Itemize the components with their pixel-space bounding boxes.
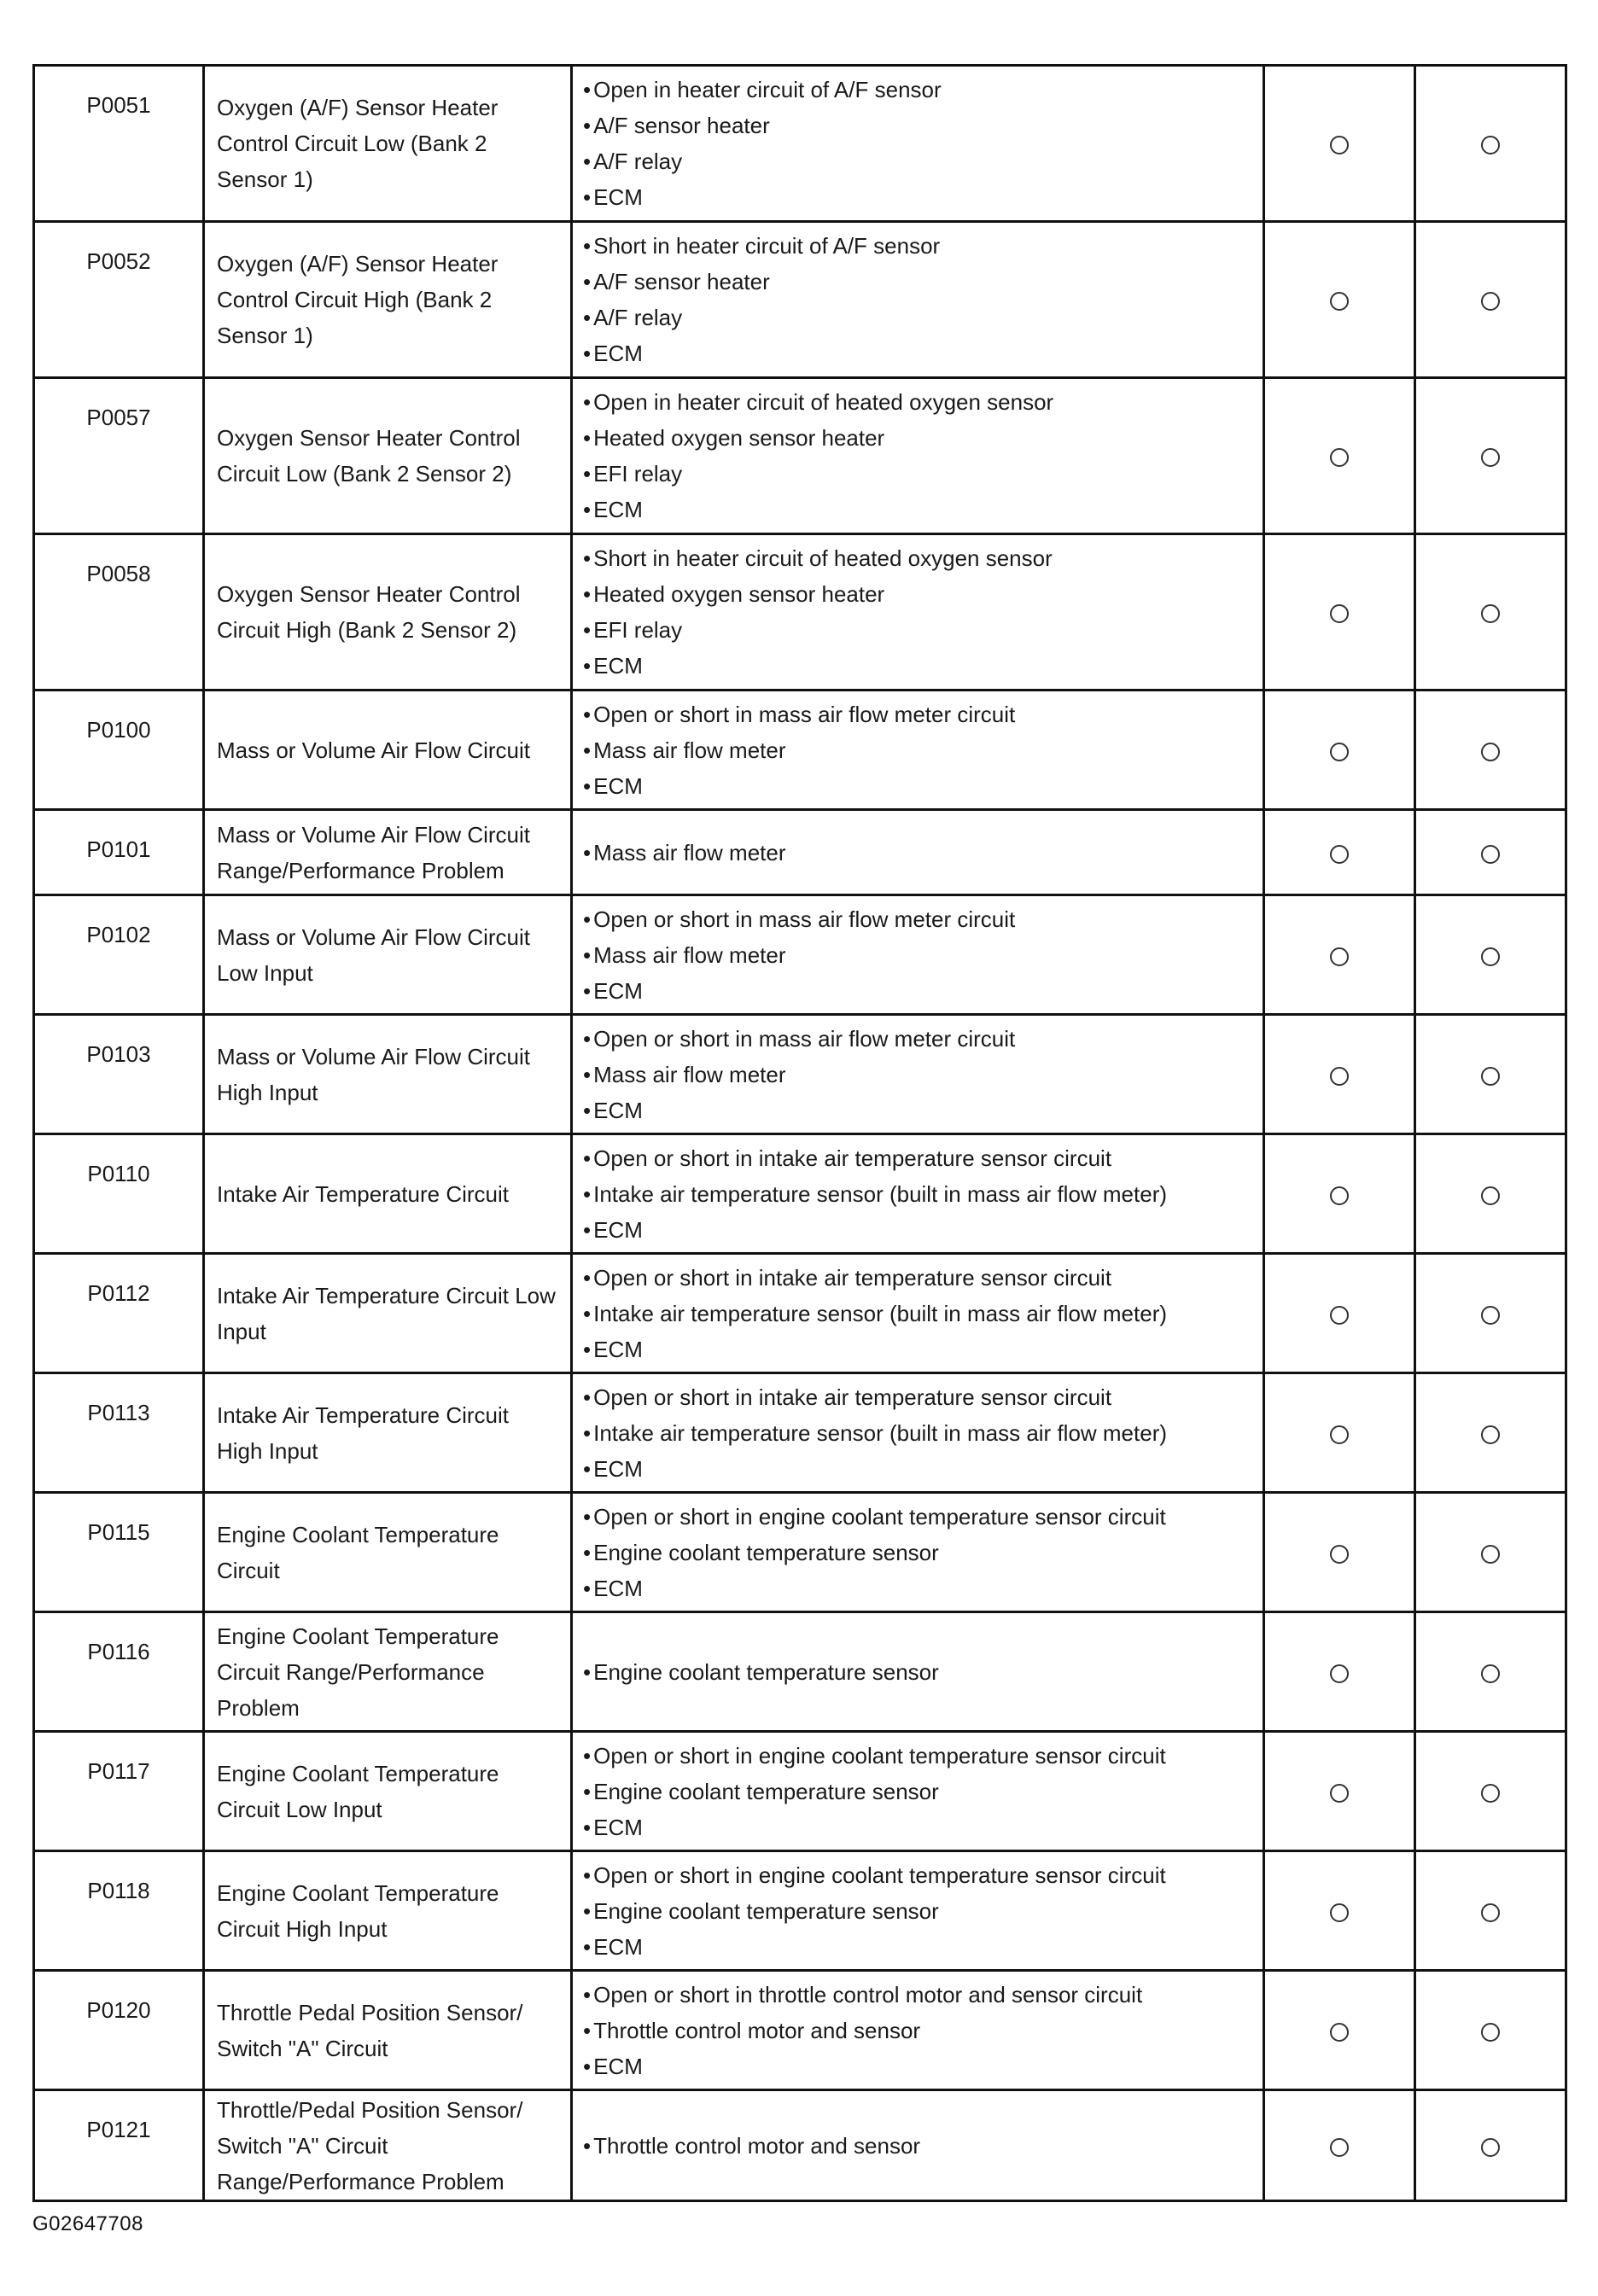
memory-cell [1415,1015,1566,1134]
mil-circle-icon [1330,292,1349,311]
table-row [34,1134,1566,1254]
cause-item: • Open in heater circuit of A/F sensor [583,72,1256,108]
table-row [34,1373,1566,1493]
cause-item: • Open or short in mass air flow meter circuit [583,1021,1256,1057]
cause-list [583,1140,1256,1248]
mil-cell [1264,1254,1415,1373]
cause-item: • ECM [583,973,1256,1009]
mil-circle-icon [1330,1067,1349,1086]
cause-item: • ECM [583,1332,1256,1367]
table-row [34,1493,1566,1612]
mil-cell [1264,895,1415,1015]
cause-item: • Short in heater circuit of heated oxygen sensor [583,540,1256,576]
mil-circle-icon [1330,947,1349,966]
memory-cell [1415,534,1566,691]
cause-item: • Throttle control motor and sensor [583,2013,1256,2048]
cause-list [583,901,1256,1009]
table-row [34,691,1566,810]
mil-circle-icon [1330,1186,1349,1205]
memory-cell [1415,1971,1566,2090]
trouble-area-cell [572,1971,1264,2090]
cause-list [583,228,1256,371]
detection-item-cell: Oxygen Sensor Heater Control Circuit Low (Bank 2 Sensor 2) [204,378,572,534]
dtc-code-cell: P0117 [34,1732,204,1851]
memory-circle-icon [1481,845,1500,864]
cause-item: • A/F relay [583,300,1256,335]
cause-item: • Throttle control motor and sensor [583,2128,1256,2164]
memory-circle-icon [1481,1903,1500,1922]
trouble-area-cell [572,2090,1264,2201]
mil-cell [1264,1493,1415,1612]
mil-cell [1264,1732,1415,1851]
detection-item-cell: Throttle/Pedal Position Sensor/ Switch "A" Circuit Range/Performance Problem [204,2090,572,2201]
cause-list [583,835,1256,871]
cause-item: • ECM [583,1570,1256,1606]
cause-list [583,1738,1256,1845]
dtc-code-cell: P0113 [34,1373,204,1493]
dtc-code-cell: P0116 [34,1612,204,1732]
cause-item: • Heated oxygen sensor heater [583,576,1256,612]
cause-list [583,72,1256,215]
mil-circle-icon [1330,2023,1349,2042]
table-row [34,1971,1566,2090]
trouble-area-cell [572,1373,1264,1493]
table-row [34,2090,1566,2201]
detection-item-cell: Engine Coolant Temperature Circuit High Input [204,1851,572,1971]
detection-item-cell: Engine Coolant Temperature Circuit Range/Performance Problem [204,1612,572,1732]
cause-item: • ECM [583,648,1256,684]
trouble-area-cell [572,222,1264,378]
memory-circle-icon [1481,448,1500,467]
mil-circle-icon [1330,448,1349,467]
mil-circle-icon [1330,604,1349,623]
cause-item: • Open in heater circuit of heated oxygen sensor [583,384,1256,420]
cause-item: • ECM [583,179,1256,215]
cause-item: • Open or short in mass air flow meter circuit [583,696,1256,732]
dtc-code-cell: P0120 [34,1971,204,2090]
memory-cell [1415,378,1566,534]
detection-item-cell: Intake Air Temperature Circuit [204,1134,572,1254]
memory-cell [1415,1851,1566,1971]
memory-circle-icon [1481,604,1500,623]
trouble-area-cell [572,1254,1264,1373]
mil-cell [1264,2090,1415,2201]
trouble-area-cell [572,378,1264,534]
table-row [34,1015,1566,1134]
memory-cell [1415,691,1566,810]
mil-cell [1264,1134,1415,1254]
cause-list [583,696,1256,804]
cause-item: • Mass air flow meter [583,835,1256,871]
memory-cell [1415,1134,1566,1254]
cause-list [583,1260,1256,1367]
detection-item-cell: Engine Coolant Temperature Circuit Low Input [204,1732,572,1851]
mil-cell [1264,1851,1415,1971]
cause-item: • ECM [583,492,1256,527]
memory-circle-icon [1481,1067,1500,1086]
memory-cell [1415,2090,1566,2201]
mil-circle-icon [1330,1425,1349,1444]
detection-item-cell: Oxygen (A/F) Sensor Heater Control Circuit Low (Bank 2 Sensor 1) [204,66,572,222]
dtc-code-cell: P0103 [34,1015,204,1134]
cause-item: • Heated oxygen sensor heater [583,420,1256,456]
cause-list [583,384,1256,527]
trouble-area-cell [572,691,1264,810]
dtc-code-cell: P0058 [34,534,204,691]
cause-item: • Engine coolant temperature sensor [583,1893,1256,1929]
memory-circle-icon [1481,2023,1500,2042]
cause-item: • Intake air temperature sensor (built in mass air flow meter) [583,1176,1256,1212]
cause-list [583,1977,1256,2084]
mil-cell [1264,378,1415,534]
cause-item: • Open or short in engine coolant temperature sensor circuit [583,1499,1256,1535]
cause-item: • A/F sensor heater [583,264,1256,300]
cause-item: • Open or short in engine coolant temperature sensor circuit [583,1857,1256,1893]
cause-item: • ECM [583,1451,1256,1487]
detection-item-cell: Mass or Volume Air Flow Circuit [204,691,572,810]
mil-cell [1264,1971,1415,2090]
memory-cell [1415,810,1566,895]
cause-item: • Open or short in intake air temperature sensor circuit [583,1140,1256,1176]
memory-circle-icon [1481,947,1500,966]
cause-list [583,1499,1256,1606]
cause-item: • Mass air flow meter [583,937,1256,973]
dtc-code-cell: P0112 [34,1254,204,1373]
memory-circle-icon [1481,2138,1500,2157]
cause-item: • Open or short in throttle control motor and sensor circuit [583,1977,1256,2013]
mil-circle-icon [1330,1664,1349,1683]
trouble-area-cell [572,534,1264,691]
table-row [34,534,1566,691]
cause-item: • ECM [583,335,1256,371]
cause-item: • EFI relay [583,612,1256,648]
figure-id: G02647708 [32,2212,143,2235]
detection-item-cell: Mass or Volume Air Flow Circuit High Input [204,1015,572,1134]
cause-item: • Open or short in intake air temperature sensor circuit [583,1379,1256,1415]
memory-circle-icon [1481,1186,1500,1205]
cause-list [583,2128,1256,2164]
mil-circle-icon [1330,2138,1349,2157]
cause-item: • A/F sensor heater [583,108,1256,143]
cause-list [583,1857,1256,1965]
memory-cell [1415,1254,1566,1373]
cause-item: • ECM [583,2048,1256,2084]
memory-circle-icon [1481,1664,1500,1683]
dtc-code-cell: P0101 [34,810,204,895]
cause-item: • Engine coolant temperature sensor [583,1654,1256,1690]
table-row [34,895,1566,1015]
cause-item: • ECM [583,1212,1256,1248]
trouble-area-cell [572,1732,1264,1851]
trouble-area-cell [572,1493,1264,1612]
memory-circle-icon [1481,1784,1500,1803]
memory-circle-icon [1481,1425,1500,1444]
detection-item-cell: Intake Air Temperature Circuit Low Input [204,1254,572,1373]
detection-item-cell: Throttle Pedal Position Sensor/ Switch "A" Circuit [204,1971,572,2090]
memory-cell [1415,1373,1566,1493]
cause-item: • ECM [583,1809,1256,1845]
trouble-area-cell [572,895,1264,1015]
cause-item: • ECM [583,1093,1256,1128]
table-row [34,378,1566,534]
cause-item: • Engine coolant temperature sensor [583,1774,1256,1809]
memory-cell [1415,222,1566,378]
cause-item: • Open or short in mass air flow meter circuit [583,901,1256,937]
mil-cell [1264,66,1415,222]
table-row [34,1851,1566,1971]
mil-cell [1264,810,1415,895]
mil-cell [1264,691,1415,810]
dtc-code-cell: P0057 [34,378,204,534]
cause-item: • Intake air temperature sensor (built in mass air flow meter) [583,1296,1256,1332]
table-row [34,810,1566,895]
memory-cell [1415,66,1566,222]
table-row [34,1254,1566,1373]
dtc-code-cell: P0052 [34,222,204,378]
cause-item: • A/F relay [583,143,1256,179]
mil-circle-icon [1330,1545,1349,1564]
cause-item: • EFI relay [583,456,1256,492]
detection-item-cell: Oxygen Sensor Heater Control Circuit High (Bank 2 Sensor 2) [204,534,572,691]
cause-item: • Short in heater circuit of A/F sensor [583,228,1256,264]
memory-cell [1415,1493,1566,1612]
memory-circle-icon [1481,1545,1500,1564]
dtc-code-cell: P0100 [34,691,204,810]
cause-list [583,1654,1256,1690]
trouble-area-cell [572,1134,1264,1254]
cause-item: • ECM [583,768,1256,804]
table-row [34,222,1566,378]
cause-item: • ECM [583,1929,1256,1965]
memory-circle-icon [1481,1306,1500,1325]
mil-circle-icon [1330,136,1349,154]
trouble-area-cell [572,1851,1264,1971]
dtc-code-cell: P0110 [34,1134,204,1254]
dtc-table-body [34,66,1566,2201]
mil-cell [1264,222,1415,378]
memory-cell [1415,895,1566,1015]
dtc-code-cell: P0115 [34,1493,204,1612]
dtc-code-cell: P0118 [34,1851,204,1971]
table-row [34,1612,1566,1732]
cause-item: • Engine coolant temperature sensor [583,1535,1256,1570]
mil-cell [1264,534,1415,691]
mil-circle-icon [1330,743,1349,761]
mil-cell [1264,1612,1415,1732]
mil-circle-icon [1330,1306,1349,1325]
cause-list [583,1379,1256,1487]
memory-circle-icon [1481,292,1500,311]
mil-cell [1264,1015,1415,1134]
detection-item-cell: Mass or Volume Air Flow Circuit Low Input [204,895,572,1015]
trouble-area-cell [572,1015,1264,1134]
memory-circle-icon [1481,136,1500,154]
trouble-area-cell [572,66,1264,222]
cause-item: • Mass air flow meter [583,1057,1256,1093]
mil-circle-icon [1330,845,1349,864]
dtc-code-cell: P0102 [34,895,204,1015]
dtc-code-cell: P0121 [34,2090,204,2201]
cause-list [583,540,1256,684]
table-row [34,66,1566,222]
cause-item: • Mass air flow meter [583,732,1256,768]
memory-circle-icon [1481,743,1500,761]
table-row [34,1732,1566,1851]
memory-cell [1415,1612,1566,1732]
cause-item: • Intake air temperature sensor (built in mass air flow meter) [583,1415,1256,1451]
cause-item: • Open or short in intake air temperature sensor circuit [583,1260,1256,1296]
detection-item-cell: Engine Coolant Temperature Circuit [204,1493,572,1612]
detection-item-cell: Mass or Volume Air Flow Circuit Range/Performance Problem [204,810,572,895]
memory-cell [1415,1732,1566,1851]
detection-item-cell: Intake Air Temperature Circuit High Input [204,1373,572,1493]
trouble-area-cell [572,1612,1264,1732]
mil-circle-icon [1330,1903,1349,1922]
trouble-area-cell [572,810,1264,895]
detection-item-cell: Oxygen (A/F) Sensor Heater Control Circuit High (Bank 2 Sensor 1) [204,222,572,378]
mil-circle-icon [1330,1784,1349,1803]
mil-cell [1264,1373,1415,1493]
dtc-code-cell: P0051 [34,66,204,222]
cause-item: • Open or short in engine coolant temperature sensor circuit [583,1738,1256,1774]
dtc-table [32,64,1567,2202]
cause-list [583,1021,1256,1128]
